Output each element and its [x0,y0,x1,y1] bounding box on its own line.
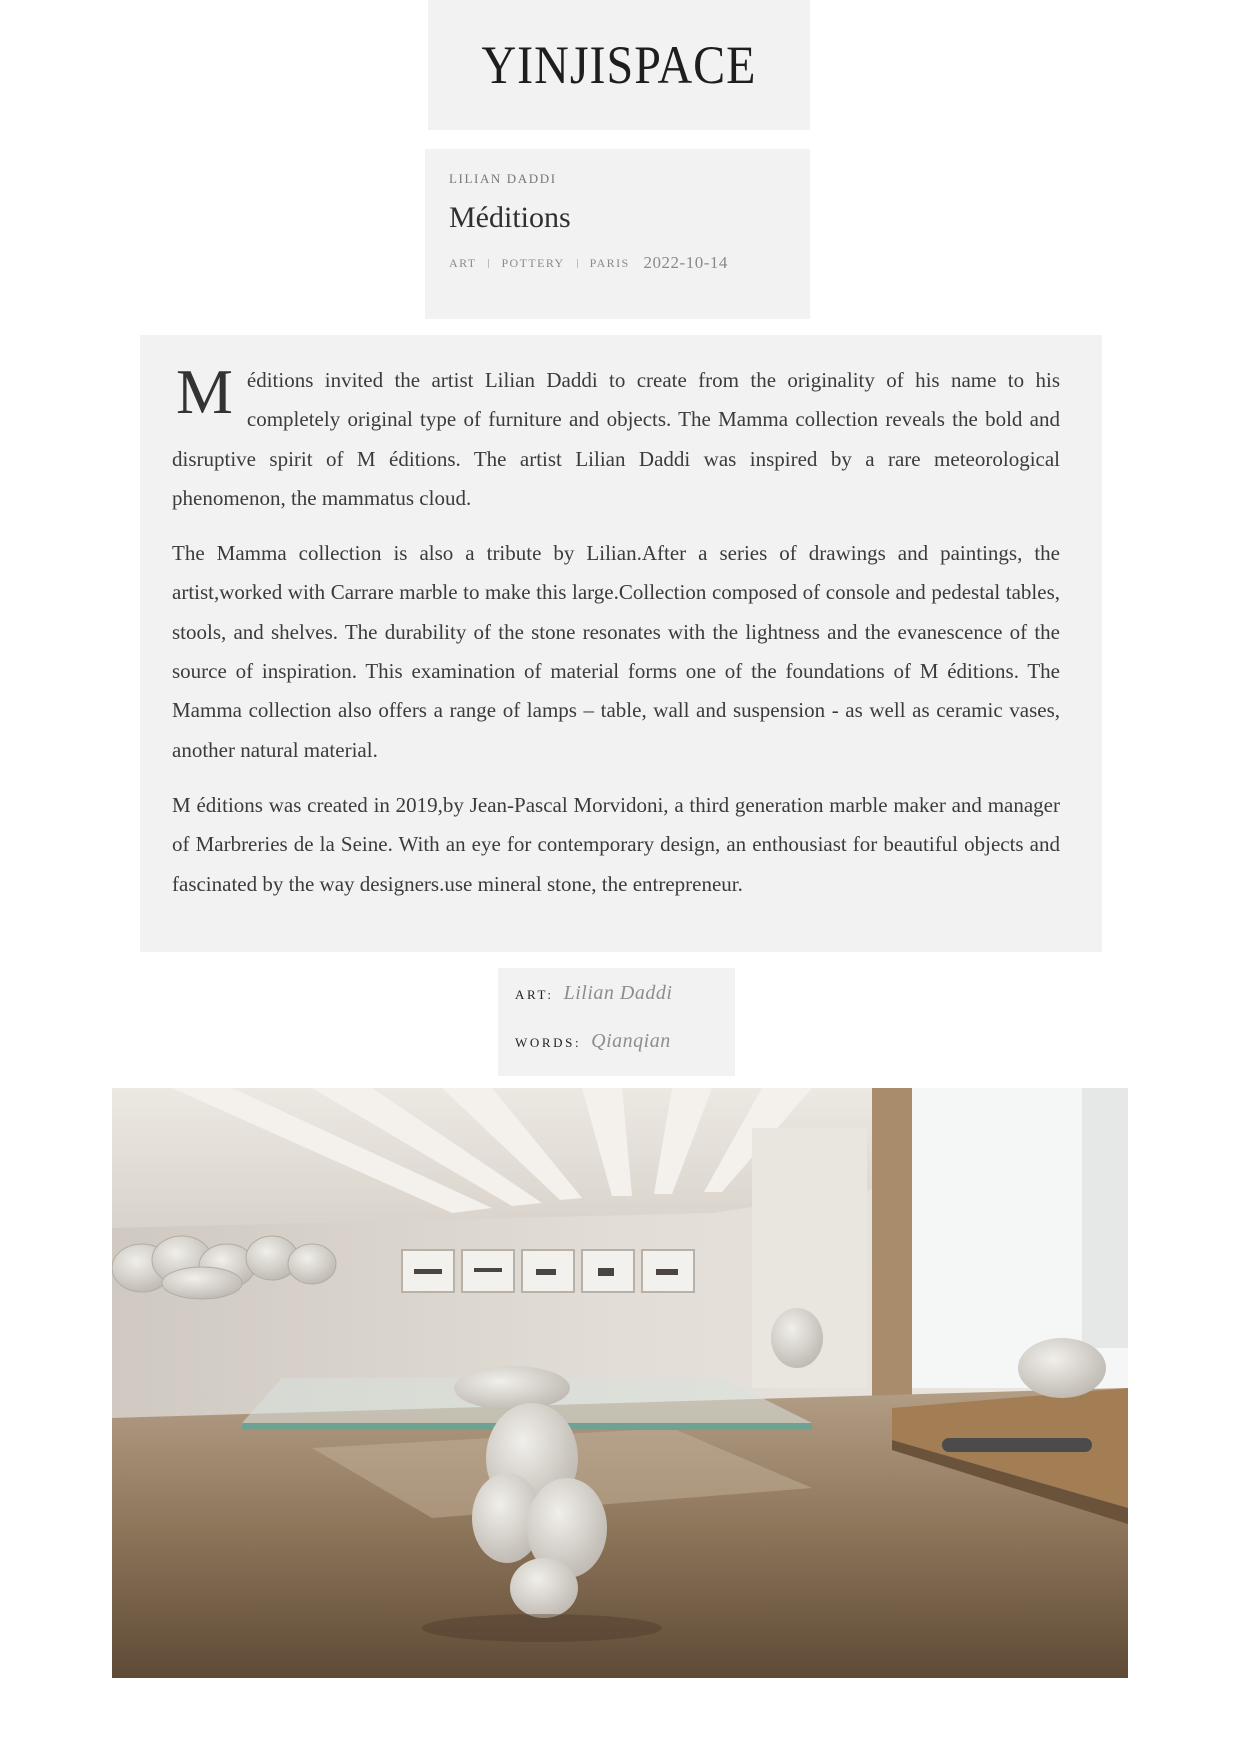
gallery-photo [112,1088,1128,1678]
tag-divider [488,259,489,268]
article-header [425,149,810,319]
site-logo[interactable]: YINJISPACE [481,35,757,95]
credit-art-label: ART: [515,987,554,1002]
article-body [140,335,1102,952]
author-name[interactable]: LILIAN DADDI [449,171,557,186]
credits-box [498,968,735,1076]
drop-cap: M [176,356,233,427]
tag-art[interactable]: ART [449,255,477,270]
publish-date: 2022-10-14 [643,253,728,272]
article-paragraph: M éditions was created in 2019,by Jean-Pascal Morvidoni, a third generation marble maker and manager of Marbreries de la Seine. With an eye for contemporary design, an enthousiast for beautiful objects and fascinated by the way designers.use mineral stone, the entrepreneur. [172,792,1060,896]
article-paragraph: The Mamma collection is also a tribute by Lilian.After a series of drawings and paintings, the artist,worked with Carrare marble to make this large.Collection composed of console and pedestal tables, stools, and shelves. The durability of the stone resonates with the lightness and the evanescence of the source of inspiration. This examination of material forms one of the foundations of M éditions. The Mamma collection also offers a range of lamps – table, wall and suspension - as well as ceramic vases, another natural material. [172,541,1060,762]
tag-paris[interactable]: PARIS [589,255,630,270]
tag-list [449,253,786,273]
tag-divider [577,259,578,268]
credit-art [515,982,718,1030]
tag-pottery[interactable]: POTTERY [501,255,565,270]
article-paragraph [172,356,1060,518]
credit-art-value: Lilian Daddi [563,982,673,1004]
credit-words-value: Qianqian [591,1030,671,1052]
paragraph-text: éditions invited the artist Lilian Daddi to create from the originality of his name to his completely original type of furniture and objects. The Mamma collection reveals the bold and disruptive spirit of M éditions. The artist Lilian Daddi was inspired by a rare meteorological phenomenon, the mammatus cloud. [172,368,1060,510]
page-title: Méditions [449,201,571,234]
credit-words [515,1030,718,1078]
logo-banner[interactable] [428,0,810,130]
credit-words-label: WORDS: [515,1035,582,1050]
